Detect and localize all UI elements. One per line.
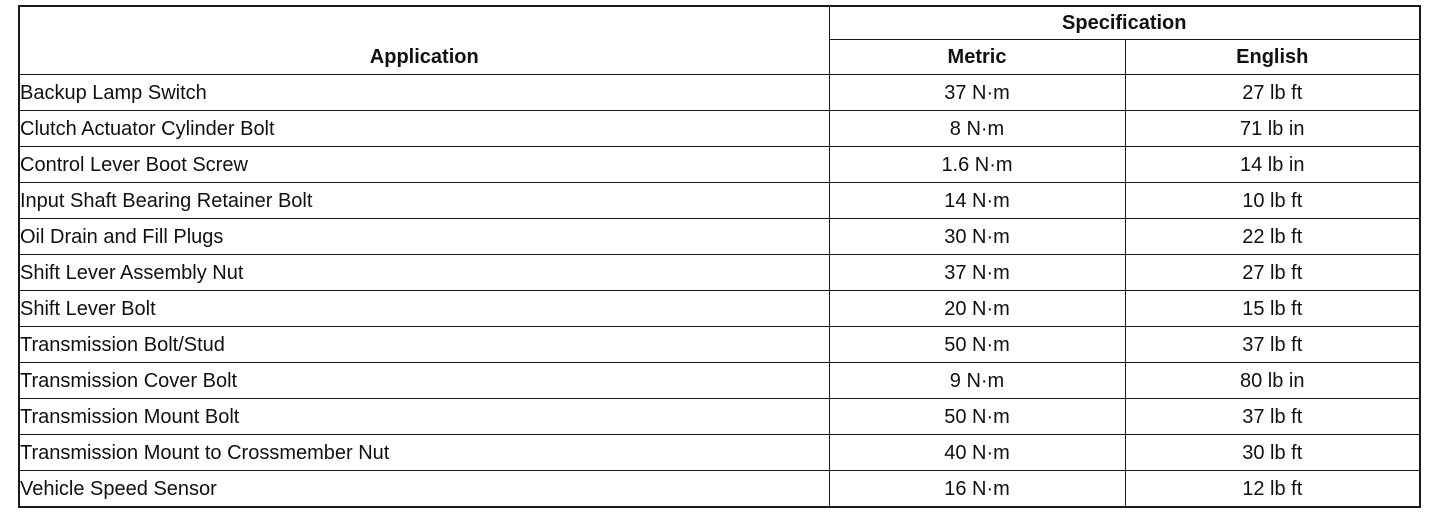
metric-cell: 1.6 N·m	[829, 147, 1125, 183]
english-cell: 22 lb ft	[1125, 219, 1420, 255]
application-cell: Transmission Mount Bolt	[19, 399, 829, 435]
table-row	[19, 147, 1420, 183]
application-cell: Oil Drain and Fill Plugs	[19, 219, 829, 255]
english-cell: 14 lb in	[1125, 147, 1420, 183]
specification-group-header: Specification	[829, 6, 1420, 40]
table-body	[19, 75, 1420, 508]
table-row	[19, 291, 1420, 327]
english-cell: 10 lb ft	[1125, 183, 1420, 219]
table-row	[19, 435, 1420, 471]
application-column-header: Application	[19, 6, 829, 75]
english-cell: 37 lb ft	[1125, 399, 1420, 435]
application-cell: Shift Lever Bolt	[19, 291, 829, 327]
metric-cell: 16 N·m	[829, 471, 1125, 508]
metric-cell: 40 N·m	[829, 435, 1125, 471]
english-cell: 71 lb in	[1125, 111, 1420, 147]
metric-cell: 50 N·m	[829, 327, 1125, 363]
metric-cell: 30 N·m	[829, 219, 1125, 255]
metric-cell: 37 N·m	[829, 75, 1125, 111]
table-header	[19, 6, 1420, 75]
english-cell: 12 lb ft	[1125, 471, 1420, 508]
table-row	[19, 327, 1420, 363]
torque-spec-table	[18, 5, 1421, 508]
application-cell: Transmission Mount to Crossmember Nut	[19, 435, 829, 471]
header-row-top	[19, 6, 1420, 40]
english-cell: 27 lb ft	[1125, 75, 1420, 111]
application-cell: Vehicle Speed Sensor	[19, 471, 829, 508]
english-cell: 37 lb ft	[1125, 327, 1420, 363]
table-row	[19, 183, 1420, 219]
metric-column-header: Metric	[829, 40, 1125, 75]
application-cell: Shift Lever Assembly Nut	[19, 255, 829, 291]
metric-cell: 37 N·m	[829, 255, 1125, 291]
metric-cell: 9 N·m	[829, 363, 1125, 399]
application-cell: Backup Lamp Switch	[19, 75, 829, 111]
application-cell: Input Shaft Bearing Retainer Bolt	[19, 183, 829, 219]
application-cell: Control Lever Boot Screw	[19, 147, 829, 183]
application-cell: Clutch Actuator Cylinder Bolt	[19, 111, 829, 147]
english-cell: 30 lb ft	[1125, 435, 1420, 471]
table-row	[19, 111, 1420, 147]
table-row	[19, 363, 1420, 399]
table-row	[19, 219, 1420, 255]
table-row	[19, 75, 1420, 111]
application-cell: Transmission Cover Bolt	[19, 363, 829, 399]
metric-cell: 14 N·m	[829, 183, 1125, 219]
english-cell: 15 lb ft	[1125, 291, 1420, 327]
metric-cell: 8 N·m	[829, 111, 1125, 147]
table-row	[19, 471, 1420, 508]
english-cell: 80 lb in	[1125, 363, 1420, 399]
metric-cell: 20 N·m	[829, 291, 1125, 327]
table-row	[19, 255, 1420, 291]
table-row	[19, 399, 1420, 435]
application-cell: Transmission Bolt/Stud	[19, 327, 829, 363]
english-column-header: English	[1125, 40, 1420, 75]
english-cell: 27 lb ft	[1125, 255, 1420, 291]
metric-cell: 50 N·m	[829, 399, 1125, 435]
